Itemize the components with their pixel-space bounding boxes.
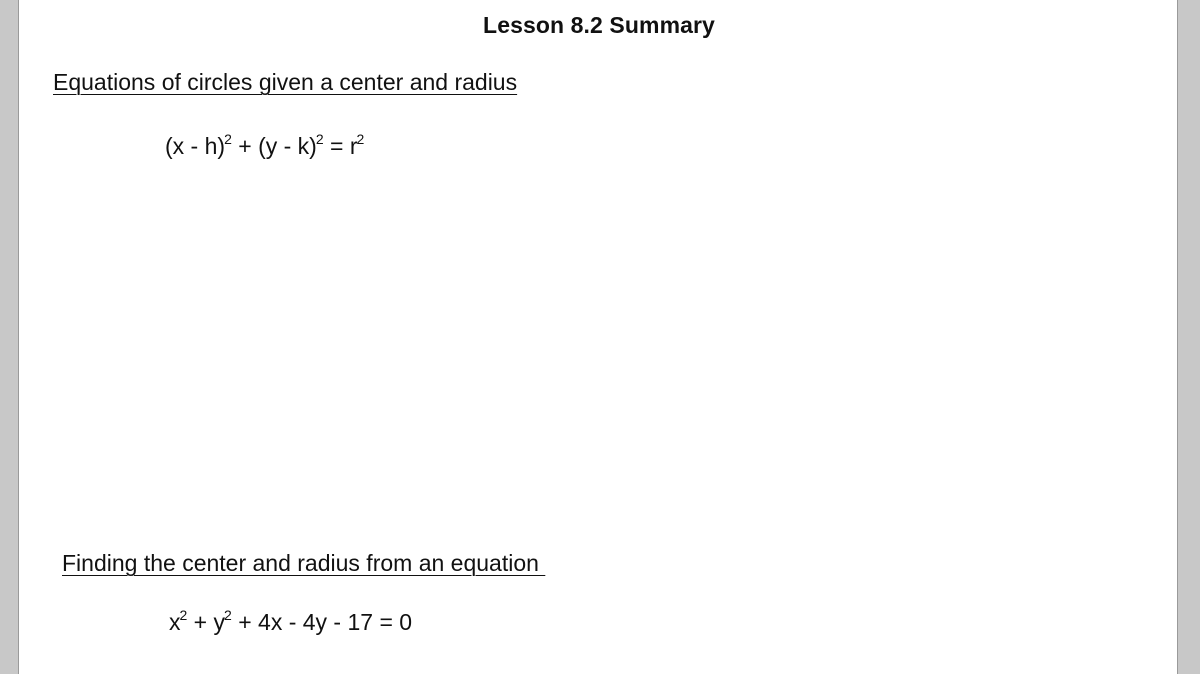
- standard-form-equation: [165, 133, 364, 160]
- exponent: 2: [179, 607, 188, 623]
- page-title: Lesson 8.2 Summary: [483, 12, 715, 38]
- equation-term: (x - h): [165, 133, 226, 159]
- exponent: 2: [224, 131, 232, 147]
- equation-term: + 4x - 4y - 17 = 0: [231, 609, 413, 635]
- exponent: 2: [224, 607, 232, 623]
- general-form-equation: [169, 609, 412, 636]
- section-heading-find-center-radius: Finding the center and radius from an equation: [62, 550, 546, 576]
- equation-term: + (y - k): [231, 133, 317, 159]
- equation-term: x: [169, 609, 181, 635]
- exponent: 2: [315, 131, 324, 147]
- document-page: [18, 0, 1178, 674]
- equation-term: = r: [323, 133, 358, 159]
- equation-term: + y: [187, 609, 226, 635]
- section-heading-circle-equation: Equations of circles given a center and radius: [53, 69, 518, 95]
- exponent: 2: [356, 131, 365, 147]
